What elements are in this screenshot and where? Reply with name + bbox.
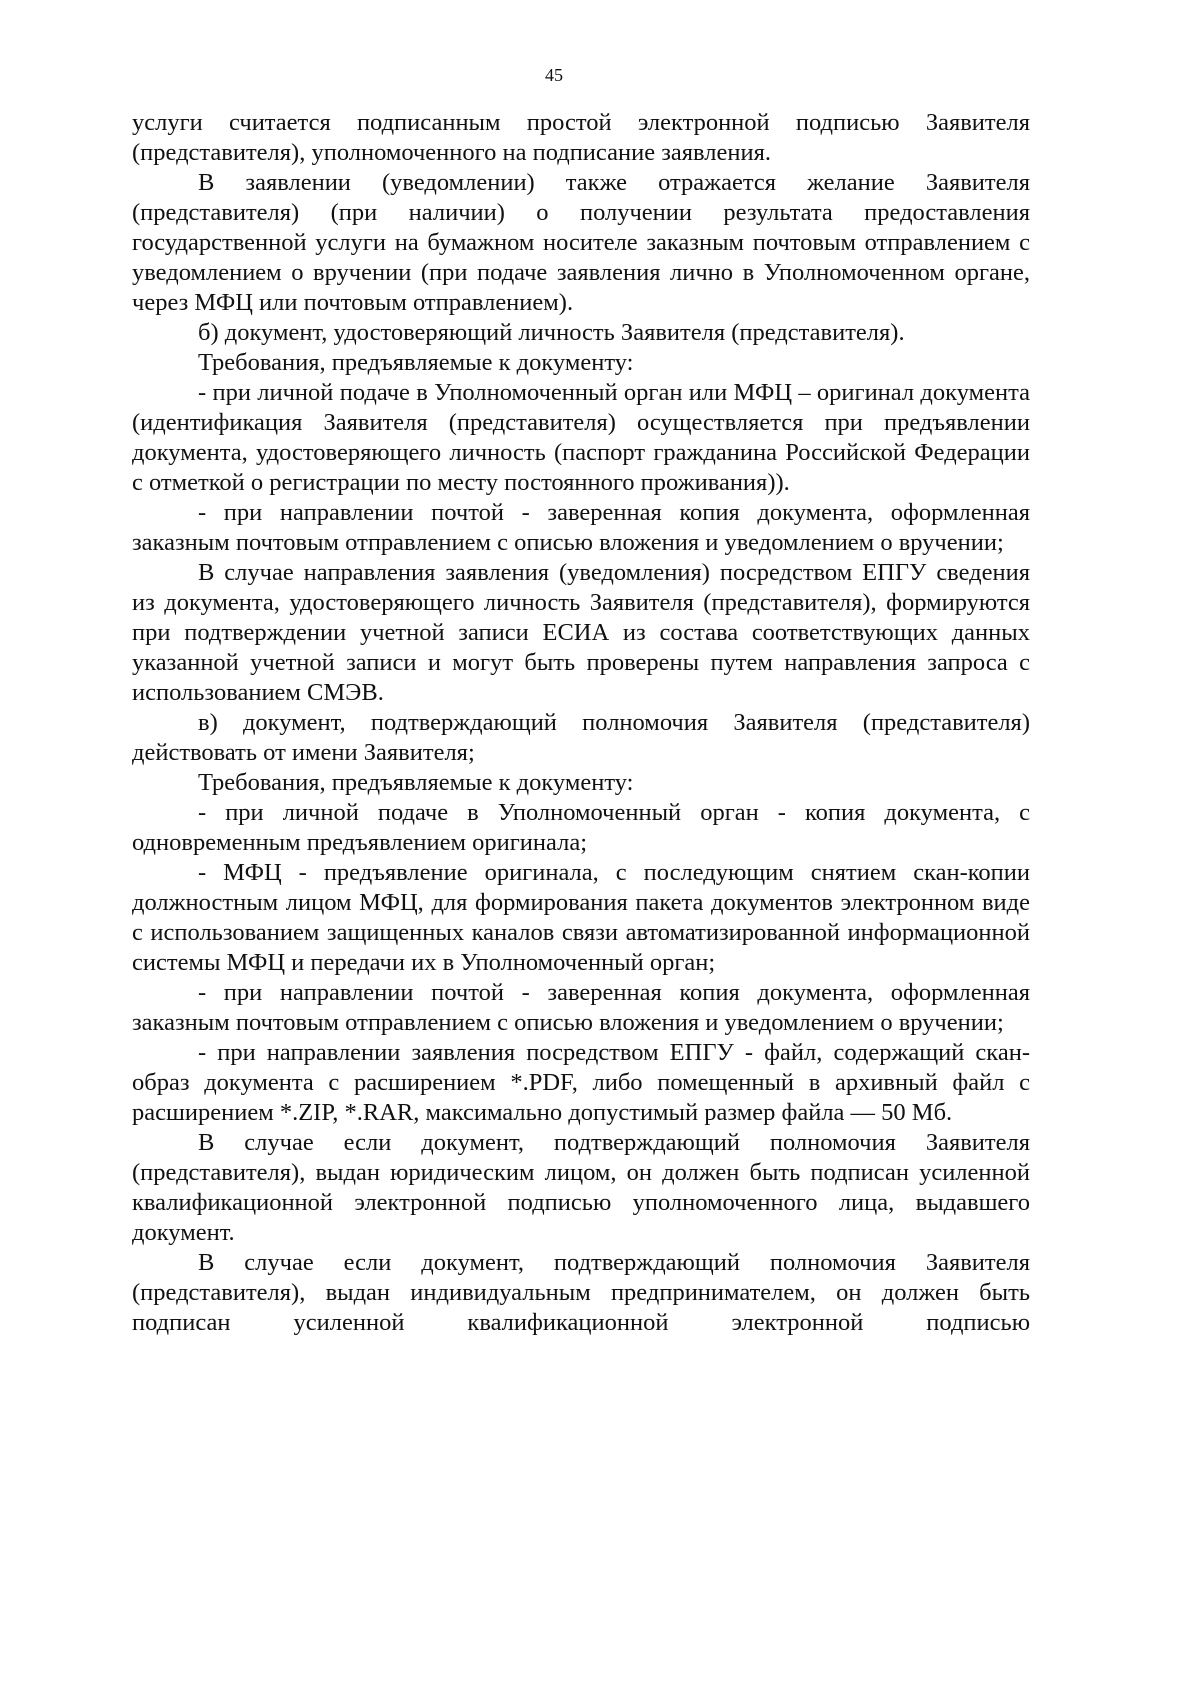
paragraph-2: В заявлении (уведомлении) также отражается желание Заявителя (представителя) (при наличии) о получении результата предоставления государственной услуги на бумажном носителе заказным почтовым отправлением с уведомлением о вручении (при подаче заявления лично в Уполномоченном органе, через МФЦ или почтовым отправлением).: [132, 169, 1030, 316]
paragraph-14: В случае если документ, подтверждающий полномочия Заявителя (представителя), выдан юридическим лицом, он должен быть подписан усиленной квалификационной электронной подписью уполномоченного лица, выдавшего документ.: [132, 1129, 1030, 1246]
paragraph-15: В случае если документ, подтверждающий полномочия Заявителя (представителя), выдан индивидуальным предпринимателем, он должен быть подписан усиленной квалификационной электронной подписью: [132, 1249, 1030, 1336]
page-number: 45: [545, 65, 563, 85]
paragraph-7: В случае направления заявления (уведомления) посредством ЕПГУ сведения из документа, удостоверяющего личность Заявителя (представителя), формируются при подтверждении учетной записи ЕСИА из состава соответствующих данных указанной учетной записи и могут быть проверены путем направления запроса с использованием СМЭВ.: [132, 559, 1030, 706]
paragraph-9: Требования, предъявляемые к документу:: [198, 769, 634, 796]
paragraph-4: Требования, предъявляемые к документу:: [198, 349, 634, 376]
paragraph-1: услуги считается подписанным простой электронной подписью Заявителя (представителя), уполномоченного на подписание заявления.: [132, 109, 1030, 166]
paragraph-5: - при личной подаче в Уполномоченный орган или МФЦ – оригинал документа (идентификация Заявителя (представителя) осуществляется при предъявлении документа, удостоверяющего личность (паспорт гражданина Российской Федерации с отметкой о регистрации по месту постоянного проживания)).: [132, 379, 1030, 496]
paragraph-10: - при личной подаче в Уполномоченный орган - копия документа, с одновременным предъявлением оригинала;: [132, 799, 1030, 856]
paragraph-12: - при направлении почтой - заверенная копия документа, оформленная заказным почтовым отправлением с описью вложения и уведомлением о вручении;: [132, 979, 1030, 1036]
paragraph-6: - при направлении почтой - заверенная копия документа, оформленная заказным почтовым отправлением с описью вложения и уведомлением о вручении;: [132, 499, 1030, 556]
paragraph-8: в) документ, подтверждающий полномочия Заявителя (представителя) действовать от имени Заявителя;: [132, 709, 1030, 766]
paragraph-11: - МФЦ - предъявление оригинала, с последующим снятием скан-копии должностным лицом МФЦ, для формирования пакета документов электронном виде с использованием защищенных каналов связи автоматизированной информационной системы МФЦ и передачи их в Уполномоченный орган;: [132, 859, 1030, 976]
paragraph-13: - при направлении заявления посредством ЕПГУ - файл, содержащий скан-образ документа с расширением *.PDF, либо помещенный в архивный файл с расширением *.ZIP, *.RAR, максимально допустимый размер файла — 50 Мб.: [132, 1039, 1030, 1126]
paragraph-3: б) документ, удостоверяющий личность Заявителя (представителя).: [198, 319, 905, 346]
document-body: [132, 108, 1030, 1338]
